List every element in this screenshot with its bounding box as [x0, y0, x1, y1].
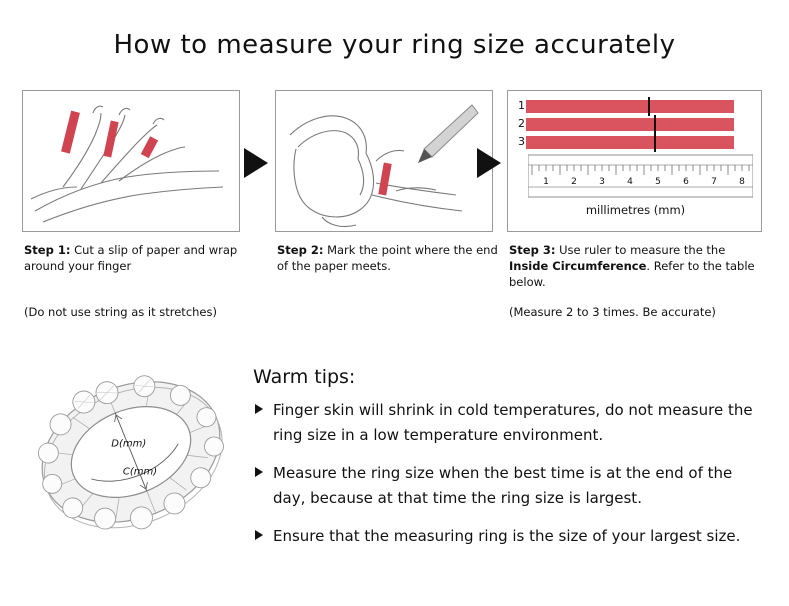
- step2-illustration: [275, 90, 493, 232]
- svg-text:4: 4: [627, 177, 633, 187]
- step3-illustration: [507, 90, 762, 232]
- svg-text:2: 2: [571, 177, 577, 187]
- svg-text:D(mm): D(mm): [111, 438, 147, 450]
- svg-text:5: 5: [655, 177, 661, 187]
- list-item: [253, 461, 768, 511]
- millimetres-label: millimetres (mm): [585, 203, 686, 217]
- svg-text:1: 1: [543, 177, 549, 187]
- step1-illustration: [22, 90, 240, 232]
- arrow-step2-to-step3: [477, 148, 501, 178]
- paper-strip-1: [526, 100, 734, 113]
- svg-text:6: 6: [683, 177, 689, 187]
- arrow-step1-to-step2: [244, 148, 268, 178]
- tip-text: Finger skin will shrink in cold temperatures, do not measure the ring size in a low temperature environment.: [273, 401, 753, 444]
- list-item: [253, 524, 768, 549]
- step2-label: Step 2:: [277, 243, 324, 257]
- list-item: [253, 398, 768, 448]
- mark-line-2: [654, 115, 656, 134]
- strip-number-2: 2: [518, 117, 525, 130]
- page-title: How to measure your ring size accurately: [113, 30, 676, 60]
- warm-tips-list: [253, 398, 768, 562]
- step2-text: Mark the point where the end of the paper meets.: [277, 243, 498, 273]
- bullet-triangle-icon: [255, 404, 263, 414]
- step1-note: (Do not use string as it stretches): [24, 305, 217, 319]
- bullet-triangle-icon: [255, 530, 263, 540]
- paper-strip-2: [526, 118, 734, 131]
- mark-line-1: [648, 97, 650, 116]
- steps-row: [22, 90, 767, 340]
- mark-line-3: [654, 133, 656, 152]
- ruler-drawing: [528, 153, 753, 199]
- tip-text: Ensure that the measuring ring is the size of your largest size.: [273, 527, 741, 545]
- step1-label: Step 1:: [24, 243, 71, 257]
- warm-tips-heading: Warm tips:: [253, 366, 356, 388]
- svg-text:C(mm): C(mm): [122, 466, 158, 478]
- hand-marking-paper-drawing: [276, 91, 492, 231]
- svg-text:8: 8: [739, 177, 745, 187]
- step1-text: Cut a slip of paper and wrap around your finger: [24, 243, 238, 273]
- svg-text:3: 3: [599, 177, 605, 187]
- step3-text-part1: Use ruler to measure the the: [555, 243, 726, 257]
- strip-number-3: 3: [518, 135, 525, 148]
- step3-label: Step 3:: [509, 243, 556, 257]
- paper-strip-3: [526, 136, 734, 149]
- ring-illustration: [24, 352, 239, 552]
- tip-text: Measure the ring size when the best time is at the end of the day, because at that time the ring size is largest.: [273, 464, 733, 507]
- step3-caption: [509, 242, 767, 290]
- step2-caption: [277, 242, 502, 274]
- svg-text:7: 7: [711, 177, 717, 187]
- step3-text-part2: . Refer to the table below.: [509, 259, 755, 289]
- step1-caption: [24, 242, 244, 274]
- hand-with-paper-strips-drawing: [23, 91, 239, 231]
- diamond-eternity-ring-drawing: [24, 352, 239, 552]
- step3-note: (Measure 2 to 3 times. Be accurate): [509, 305, 716, 319]
- bullet-triangle-icon: [255, 467, 263, 477]
- step3-text-bold: Inside Circumference: [509, 259, 647, 273]
- strip-number-1: 1: [518, 99, 525, 112]
